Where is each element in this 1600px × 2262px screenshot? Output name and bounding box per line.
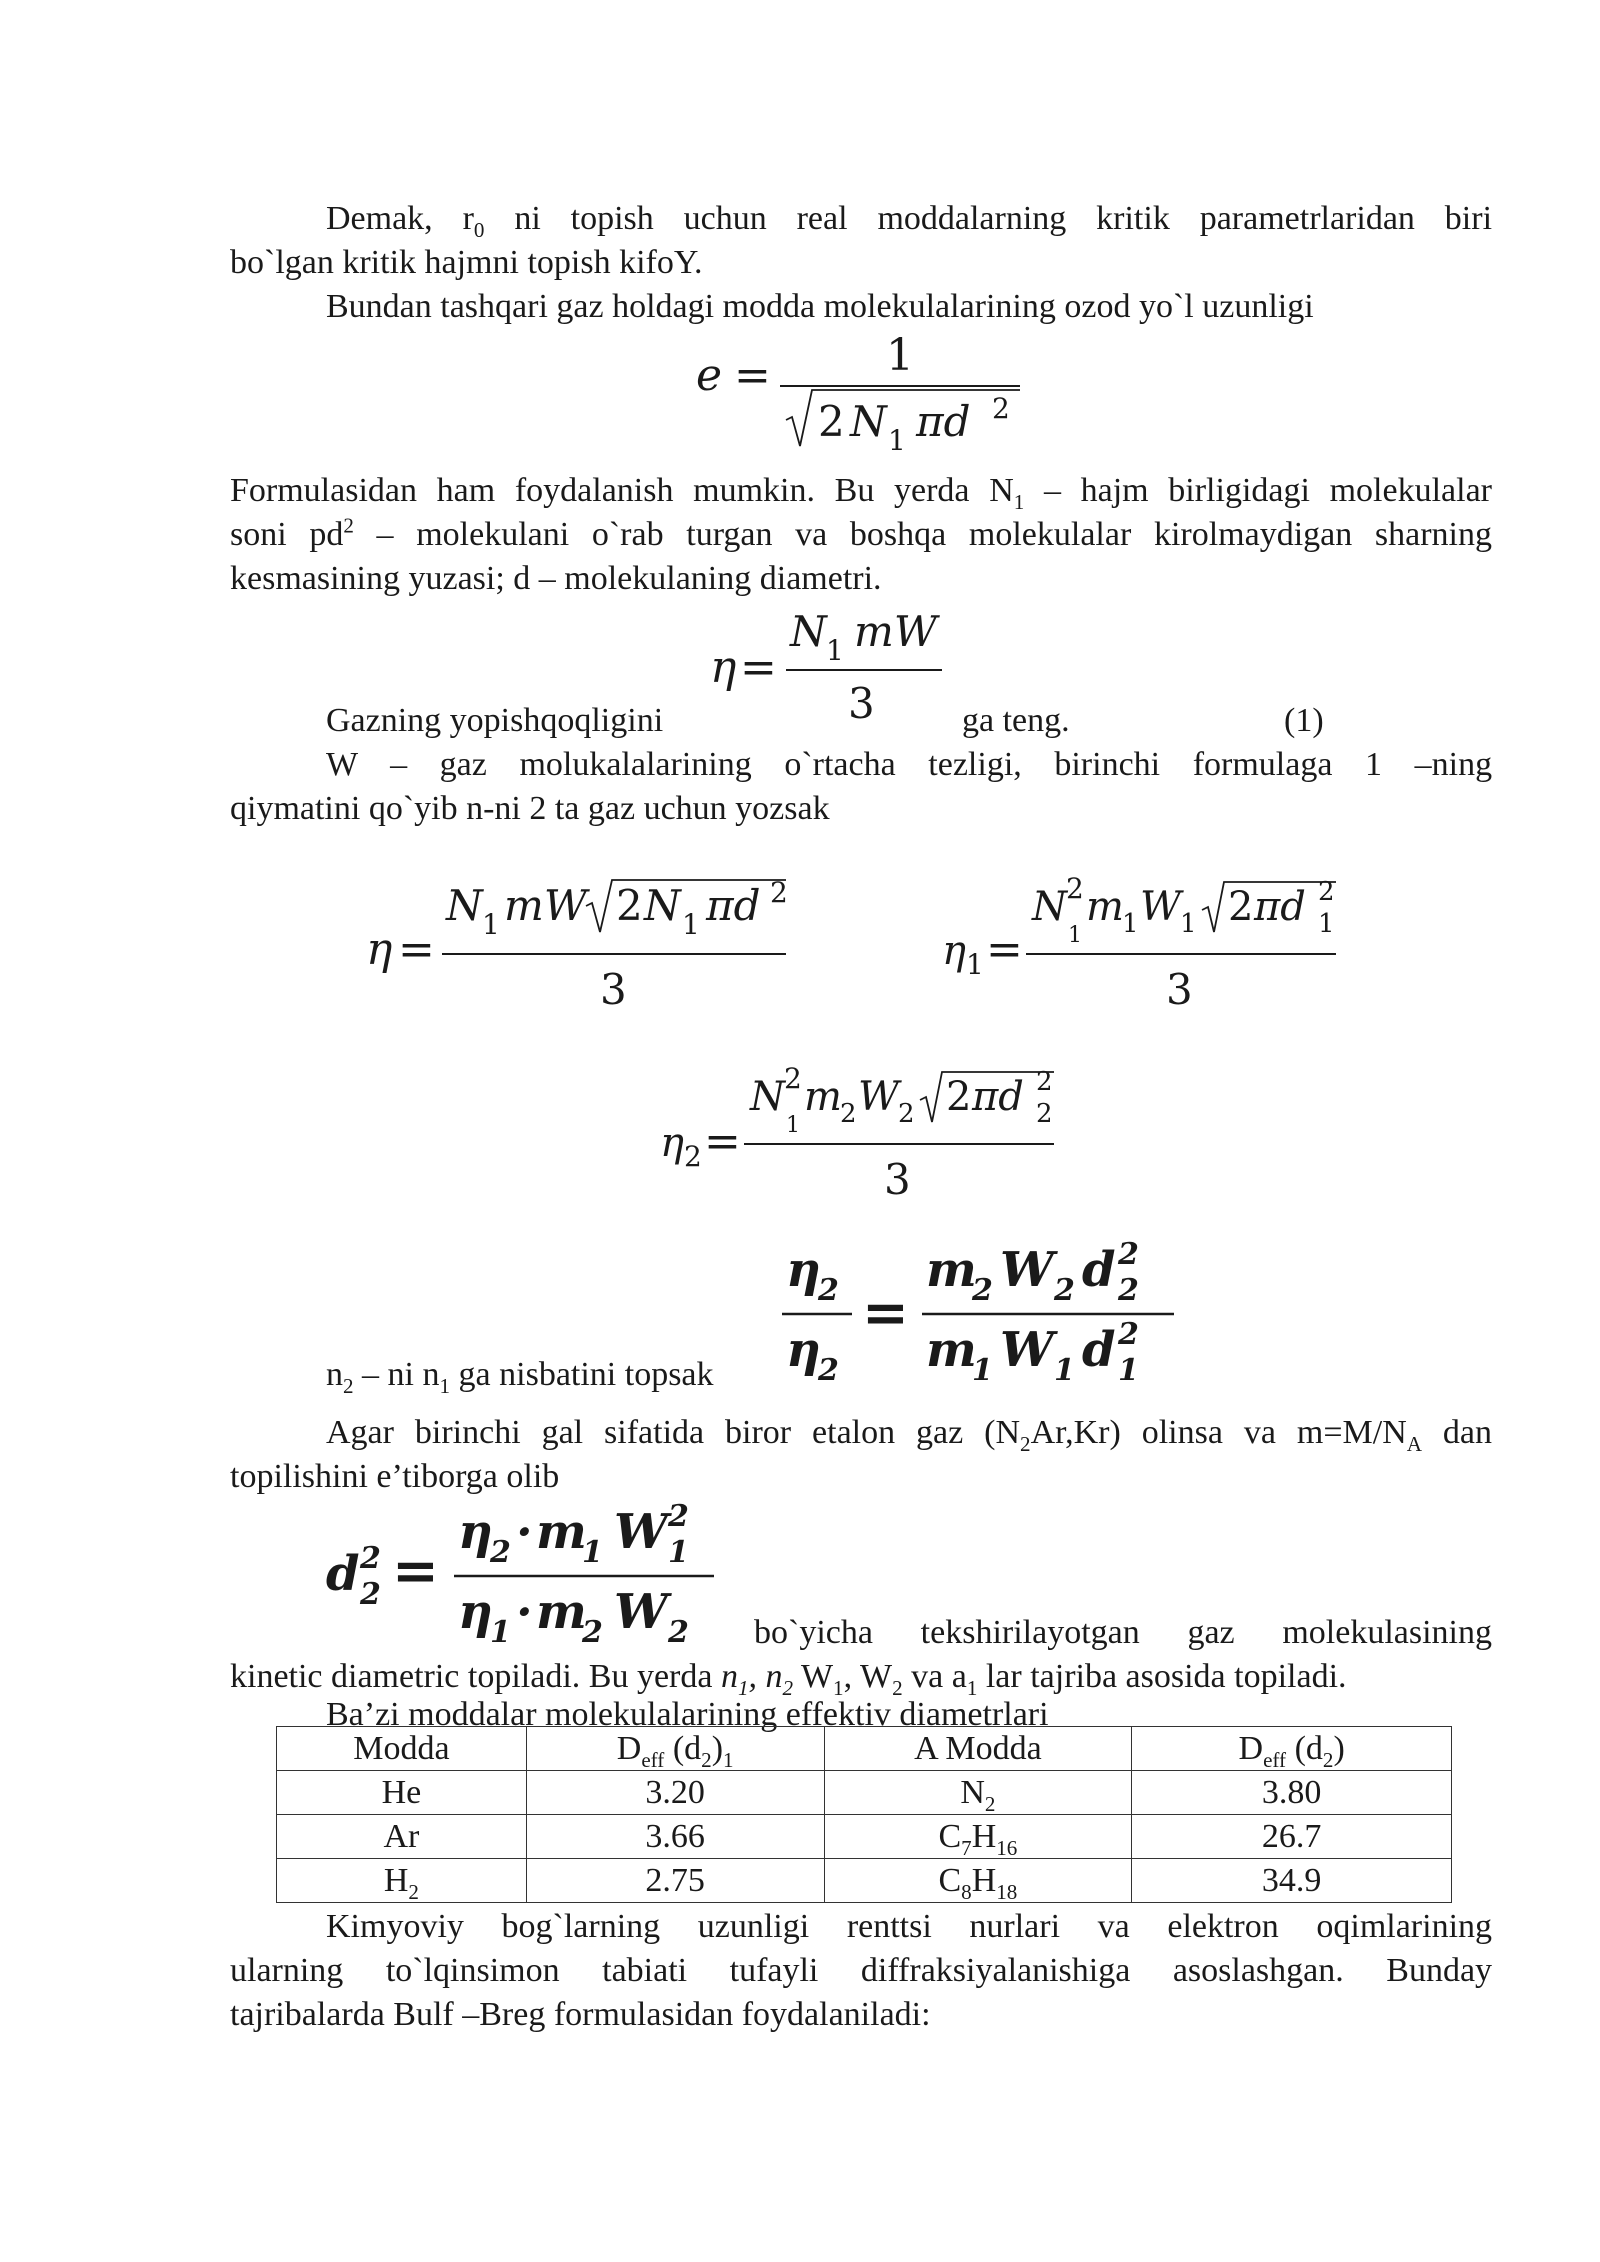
svg-text:1: 1 bbox=[682, 908, 700, 941]
table-cell: 34.9 bbox=[1132, 1859, 1452, 1903]
equation-number: (1) bbox=[1284, 702, 1324, 739]
formula-mean-free-path bbox=[690, 328, 1050, 458]
table-caption: Ba’zi moddalar molekulalarining effektiv diametrlari bbox=[326, 1696, 1049, 1733]
svg-text:3: 3 bbox=[848, 679, 875, 728]
paragraph-6: $n_2$ – ni $n_1$ ga nisbatini topsak bbox=[326, 1356, 714, 1398]
svg-text:2: 2 bbox=[360, 1541, 381, 1576]
paragraph-3-line-1: Formulasidan ham foydalanish mumkin. Bu yerda $N_1$ – hajm birligidagi molekulalar bbox=[230, 472, 1492, 514]
svg-text:1: 1 bbox=[886, 330, 914, 381]
svg-text:2: 2 bbox=[360, 1577, 381, 1612]
table-cell: $H_2$ bbox=[277, 1859, 527, 1903]
paragraph-4-text: Gazning yopishqoqligini bbox=[326, 702, 664, 739]
svg-text:·: · bbox=[516, 1584, 533, 1640]
svg-text:2: 2 bbox=[1036, 1099, 1053, 1129]
paragraph-10-line-3: tajribalarda Bulf –Breg formulasidan foydalaniladi: bbox=[230, 1996, 931, 2033]
svg-text:m: m bbox=[1086, 884, 1124, 930]
table-cell: 3.20 bbox=[526, 1771, 824, 1815]
table-row bbox=[277, 1771, 1452, 1815]
table-header-cell: $D_{eff}$ $(d_2)$ bbox=[1132, 1727, 1452, 1771]
svg-text:η: η bbox=[942, 928, 966, 974]
svg-text:2: 2 bbox=[818, 397, 845, 446]
svg-text:=: = bbox=[392, 1538, 439, 1604]
svg-text:1: 1 bbox=[888, 424, 906, 457]
svg-text:η: η bbox=[366, 924, 393, 975]
svg-text:W: W bbox=[614, 1584, 668, 1640]
svg-text:m: m bbox=[926, 1242, 977, 1298]
svg-text:d: d bbox=[326, 1546, 360, 1602]
table-header-cell: Modda bbox=[277, 1727, 527, 1771]
paragraph-8-line-2: kinetic diametric topiladi. Bu yerda $n_1$, $n_2$ $W_1$, $W_2$ va $a_1$ lar tajriba asosida topiladi. bbox=[230, 1658, 1347, 1700]
table-cell: 3.80 bbox=[1132, 1771, 1452, 1815]
svg-text:mW: mW bbox=[504, 881, 587, 930]
svg-text:πd: πd bbox=[1254, 884, 1306, 930]
svg-text:2: 2 bbox=[1318, 877, 1335, 907]
table-header-row bbox=[277, 1727, 1452, 1771]
table-header-cell: A Modda bbox=[824, 1727, 1132, 1771]
svg-text:πd: πd bbox=[916, 397, 971, 446]
table-cell: $C_8H_{18}$ bbox=[824, 1859, 1132, 1903]
svg-text:2: 2 bbox=[840, 1099, 857, 1129]
svg-text:2: 2 bbox=[1066, 872, 1084, 905]
svg-text:πd: πd bbox=[706, 881, 761, 930]
paragraph-7-line-1: Agar birinchi gal sifatida biror etalon gaz $(N_2Ar,Kr)$ olinsa va $m=M/N_A$ dan bbox=[326, 1414, 1493, 1456]
svg-text:=: = bbox=[740, 642, 777, 693]
svg-text:N: N bbox=[446, 881, 483, 930]
svg-text:1: 1 bbox=[1054, 1353, 1075, 1388]
svg-text:=: = bbox=[704, 1116, 741, 1167]
paragraph-4-tail: ga teng. bbox=[962, 702, 1070, 739]
svg-text:W: W bbox=[1000, 1242, 1054, 1298]
svg-text:2: 2 bbox=[1118, 1237, 1139, 1272]
paragraph-7-line-2: topilishini e’tiborga olib bbox=[230, 1458, 560, 1495]
svg-text:η: η bbox=[458, 1504, 493, 1560]
paragraph-2: Bundan tashqari gaz holdagi modda molekulalarining ozod yo`l uzunligi bbox=[326, 288, 1314, 325]
svg-text:m: m bbox=[804, 1074, 842, 1120]
svg-text:η: η bbox=[710, 642, 737, 693]
svg-text:2: 2 bbox=[668, 1615, 689, 1650]
svg-text:N: N bbox=[850, 397, 887, 446]
svg-text:2: 2 bbox=[946, 1074, 972, 1120]
table-cell: $C_7H_{16}$ bbox=[824, 1815, 1132, 1859]
table-cell: 2.75 bbox=[526, 1859, 824, 1903]
svg-text:2: 2 bbox=[582, 1615, 603, 1650]
svg-text:2: 2 bbox=[992, 392, 1010, 425]
formula-viscosity-ratio bbox=[778, 1228, 1198, 1388]
svg-text:2: 2 bbox=[616, 881, 643, 930]
svg-text:πd: πd bbox=[972, 1074, 1024, 1120]
svg-text:η: η bbox=[786, 1322, 821, 1378]
table-row bbox=[277, 1859, 1452, 1903]
paragraph-10-line-2: ularning to`lqinsimon tabiati tufayli diffraksiyalanishiga asoslashgan. Bunday bbox=[230, 1952, 1493, 1989]
svg-text:1: 1 bbox=[1180, 909, 1197, 939]
svg-text:1: 1 bbox=[582, 1535, 603, 1570]
svg-text:1: 1 bbox=[966, 948, 984, 981]
svg-text:2: 2 bbox=[1118, 1317, 1139, 1352]
svg-text:1: 1 bbox=[482, 908, 500, 941]
svg-text:1: 1 bbox=[1118, 1353, 1139, 1388]
svg-text:=: = bbox=[862, 1280, 909, 1346]
paragraph-5-line-2: qiymatini qo`yib n-ni 2 ta gaz uchun yozsak bbox=[230, 790, 830, 827]
svg-text:2: 2 bbox=[490, 1535, 511, 1570]
svg-text:1: 1 bbox=[1122, 909, 1139, 939]
svg-text:2: 2 bbox=[1118, 1273, 1139, 1308]
svg-text:2: 2 bbox=[1054, 1273, 1075, 1308]
paragraph-3-line-3: kesmasining yuzasi; d – molekulaning diametri. bbox=[230, 560, 882, 597]
svg-text:N: N bbox=[790, 607, 827, 656]
formula-viscosity-gas-2 bbox=[658, 1052, 1078, 1202]
svg-text:mW: mW bbox=[854, 607, 937, 656]
formula-viscosity-gas-1 bbox=[940, 860, 1360, 1014]
svg-text:η: η bbox=[786, 1242, 821, 1298]
svg-text:1: 1 bbox=[972, 1353, 993, 1388]
svg-text:m: m bbox=[536, 1504, 587, 1560]
svg-text:η: η bbox=[660, 1120, 684, 1166]
svg-text:N: N bbox=[644, 881, 681, 930]
svg-text:2: 2 bbox=[972, 1273, 993, 1308]
svg-text:1: 1 bbox=[490, 1615, 511, 1650]
table-cell: $N_2$ bbox=[824, 1771, 1132, 1815]
svg-text:1: 1 bbox=[1318, 909, 1335, 939]
svg-text:W: W bbox=[1140, 884, 1182, 930]
svg-text:2: 2 bbox=[818, 1273, 839, 1308]
svg-text:N: N bbox=[1032, 884, 1067, 930]
svg-text:d: d bbox=[1082, 1242, 1116, 1298]
paragraph-8-line-1: bo`yicha tekshirilayotgan gaz molekulasining bbox=[754, 1614, 1493, 1651]
svg-text:1: 1 bbox=[668, 1535, 689, 1570]
effective-diameters-table bbox=[276, 1726, 1452, 1903]
svg-text:2: 2 bbox=[898, 1099, 915, 1129]
table-cell: 26.7 bbox=[1132, 1815, 1452, 1859]
table-row bbox=[277, 1815, 1452, 1859]
svg-text:e: e bbox=[696, 350, 723, 401]
svg-text:1: 1 bbox=[826, 634, 844, 667]
formula-effective-diameter bbox=[322, 1490, 742, 1650]
svg-text:η: η bbox=[458, 1584, 493, 1640]
svg-text:1: 1 bbox=[1068, 923, 1082, 948]
svg-text:m: m bbox=[536, 1584, 587, 1640]
svg-text:W: W bbox=[858, 1074, 900, 1120]
svg-text:2: 2 bbox=[684, 1140, 702, 1173]
svg-text:N: N bbox=[750, 1074, 785, 1120]
svg-text:2: 2 bbox=[784, 1062, 802, 1095]
svg-text:d: d bbox=[1082, 1322, 1116, 1378]
paragraph-1-line-1: Demak, $r_0$ ni topish uchun real moddalarning kritik parametrlaridan biri bbox=[326, 200, 1493, 242]
svg-text:m: m bbox=[926, 1322, 977, 1378]
svg-text:3: 3 bbox=[1166, 965, 1193, 1014]
table-cell: 3.66 bbox=[526, 1815, 824, 1859]
svg-text:1: 1 bbox=[786, 1113, 800, 1138]
formula-viscosity-expanded bbox=[364, 870, 794, 1020]
svg-text:=: = bbox=[398, 924, 435, 975]
svg-text:=: = bbox=[734, 350, 771, 401]
svg-text:2: 2 bbox=[1036, 1067, 1053, 1097]
svg-text:2: 2 bbox=[818, 1353, 839, 1388]
svg-text:2: 2 bbox=[770, 876, 788, 909]
paragraph-5-line-1: W – gaz molukalalarining o`rtacha tezligi, birinchi formulaga 1 –ning bbox=[326, 746, 1493, 783]
svg-text:3: 3 bbox=[600, 965, 627, 1014]
svg-text:3: 3 bbox=[884, 1155, 911, 1204]
svg-text:·: · bbox=[516, 1504, 533, 1560]
formula-viscosity bbox=[706, 600, 946, 730]
paragraph-1-line-2: bo`lgan kritik hajmni topish kifoY. bbox=[230, 244, 703, 281]
paragraph-10-line-1: Kimyoviy bog`larning uzunligi renttsi nurlari va elektron oqimlarining bbox=[326, 1908, 1493, 1945]
table-cell: Ar bbox=[277, 1815, 527, 1859]
svg-text:2: 2 bbox=[1228, 884, 1254, 930]
svg-text:W: W bbox=[614, 1504, 668, 1560]
paragraph-3-line-2: soni $pd^2$ – molekulani o`rab turgan va boshqa molekulalar kirolmaydigan sharning bbox=[230, 513, 1492, 553]
table-header-cell: $D_{eff}$ $(d_2)_1$ bbox=[526, 1727, 824, 1771]
svg-text:=: = bbox=[986, 924, 1023, 975]
table-cell: He bbox=[277, 1771, 527, 1815]
svg-text:W: W bbox=[1000, 1322, 1054, 1378]
svg-text:2: 2 bbox=[668, 1499, 689, 1534]
